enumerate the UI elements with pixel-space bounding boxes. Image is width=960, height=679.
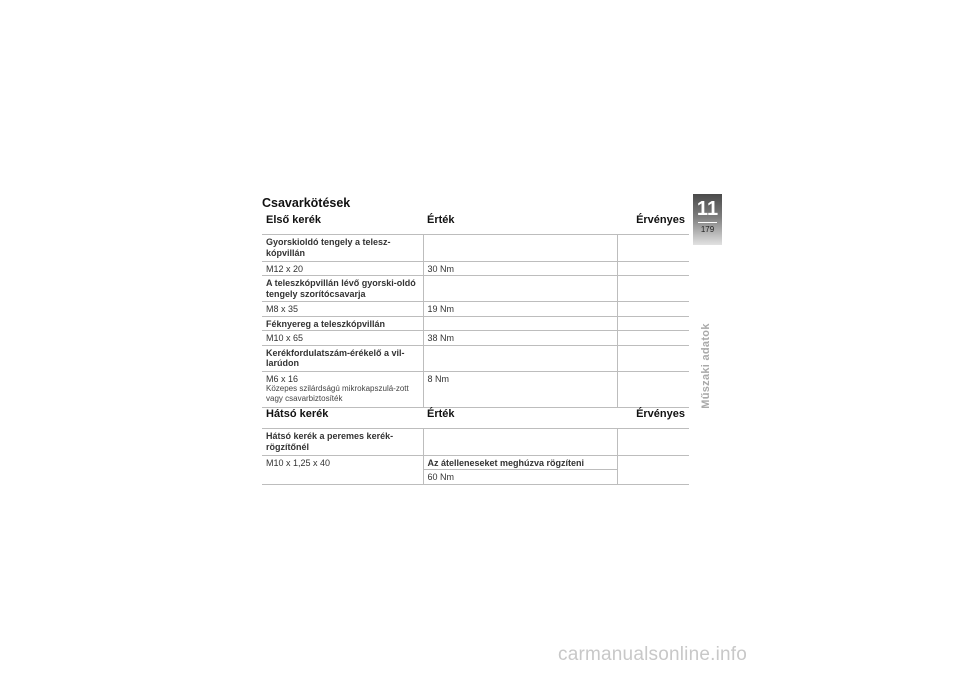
- front-wheel-table: [262, 235, 689, 408]
- part-name: Gyorskioldó tengely a telesz-kópvillán: [262, 235, 423, 261]
- front-wheel-header: [262, 210, 689, 235]
- rear-wheel-table: [262, 429, 689, 485]
- chapter-badge: [693, 194, 722, 245]
- torque-value: 8 Nm: [423, 371, 617, 407]
- rear-header-value: Érték: [427, 408, 455, 420]
- torque-value: 19 Nm: [423, 302, 617, 317]
- bolt-spec: M6 x 16: [266, 373, 299, 384]
- front-header-value: Érték: [427, 214, 455, 226]
- watermark: carmanualsonline.info: [558, 644, 748, 665]
- table-row: [262, 316, 689, 331]
- page-title: Csavarkötések: [262, 196, 351, 210]
- table-row: [262, 455, 689, 470]
- rear-header-validity: Érvényes: [636, 408, 685, 420]
- bolt-spec: M10 x 65: [262, 331, 423, 346]
- front-header-validity: Érvényes: [636, 214, 685, 226]
- bolt-spec: M12 x 20: [262, 261, 423, 276]
- bolt-spec: M8 x 35: [262, 302, 423, 317]
- part-name: Féknyereg a teleszkópvillán: [262, 316, 423, 331]
- bolt-spec: M10 x 1,25 x 40: [262, 455, 423, 484]
- part-name: A teleszkópvillán lévő gyorski-oldó tengely szorítócsavarja: [262, 276, 423, 302]
- chapter-number: 11: [696, 198, 719, 220]
- bolt-note: Közepes szilárdságú mikrokapszulá-zott vagy csavarbiztosíték: [266, 384, 409, 403]
- front-header-part: Első kerék: [266, 214, 322, 226]
- table-row: [262, 276, 689, 302]
- rear-wheel-section: [262, 404, 689, 485]
- tightening-instruction: Az átelleneseket meghúzva rögzíteni: [423, 455, 617, 470]
- table-row: [262, 261, 689, 276]
- rear-wheel-header: [262, 404, 689, 429]
- table-row: [262, 235, 689, 261]
- torque-value: 30 Nm: [423, 261, 617, 276]
- table-row: [262, 302, 689, 317]
- page-number: 179: [700, 225, 715, 234]
- torque-value: 60 Nm: [423, 470, 617, 485]
- table-row: [262, 331, 689, 346]
- part-name: Kerékfordulatszám-érékelő a vil-larúdon: [262, 345, 423, 371]
- part-name: Hátsó kerék a peremes kerék-rögzítőnél: [262, 429, 423, 455]
- table-row: [262, 429, 689, 455]
- chapter-label: Műszaki adatok: [700, 323, 712, 409]
- table-row: [262, 371, 689, 407]
- torque-value: 38 Nm: [423, 331, 617, 346]
- rear-header-part: Hátsó kerék: [266, 408, 329, 420]
- front-wheel-section: [262, 210, 689, 408]
- table-row: [262, 345, 689, 371]
- chapter-divider: [698, 222, 717, 223]
